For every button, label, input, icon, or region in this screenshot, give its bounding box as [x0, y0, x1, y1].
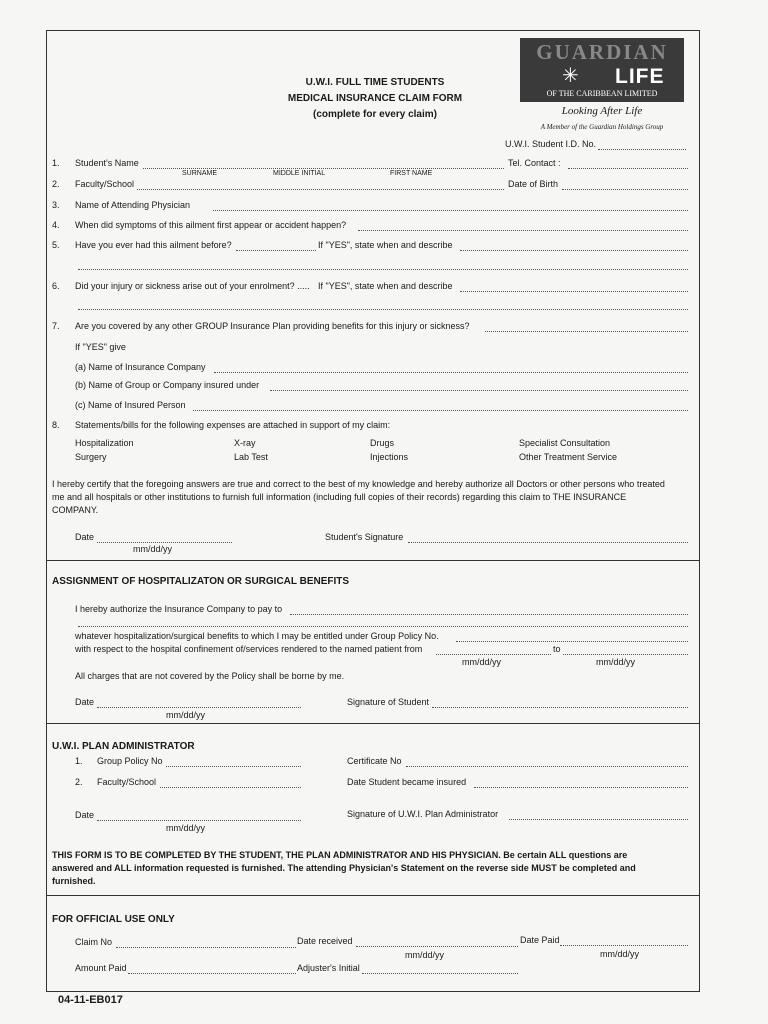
if-yes-give-label: If "YES" give: [75, 342, 126, 352]
other-insurance-field[interactable]: [485, 331, 688, 332]
item-number-4: 4.: [52, 220, 60, 230]
from-mmddyy: mm/dd/yy: [462, 657, 502, 667]
form-title-line3: (complete for every claim): [313, 109, 437, 120]
logo-star-icon: ✳: [562, 65, 579, 87]
group-policy-field[interactable]: [456, 641, 688, 642]
certificate-label: Certificate No: [347, 756, 402, 766]
adjuster-initial-label: Adjuster's Initial: [297, 963, 360, 973]
date-of-birth-field[interactable]: [562, 189, 688, 190]
expense-xray: X-ray: [234, 438, 256, 448]
section-divider-1: [46, 560, 700, 561]
expense-surgery: Surgery: [75, 452, 107, 462]
form-title-line2: MEDICAL INSURANCE CLAIM FORM: [287, 93, 463, 104]
admin-number-1: 1.: [75, 756, 83, 766]
logo-life-text: LIFE: [615, 65, 665, 88]
expense-lab-test: Lab Test: [234, 452, 268, 462]
assignment-date-field[interactable]: [97, 707, 301, 708]
faculty-school-field[interactable]: [137, 189, 504, 190]
tel-contact-field[interactable]: [568, 168, 688, 169]
assignment-pay-field-2[interactable]: [78, 626, 688, 627]
certificate-field[interactable]: [406, 766, 688, 767]
paid-mmddyy: mm/dd/yy: [600, 949, 640, 959]
certify-line1: I hereby certify that the foregoing answers are true and correct to the best of my knowledge and hereby authorize all Doctors or other persons who treated: [52, 479, 665, 489]
logo-tagline: Looking After Life: [561, 105, 643, 117]
assignment-whatever-label: whatever hospitalization/surgical benefits to which I may be entitled under Group Policy No.: [75, 631, 439, 641]
admin-signature-field[interactable]: [509, 819, 688, 820]
ailment-describe-field-2[interactable]: [78, 269, 688, 270]
expense-drugs: Drugs: [370, 438, 395, 448]
date-paid-field[interactable]: [560, 945, 688, 946]
date-received-label: Date received: [297, 936, 353, 946]
notice-line2: answered and ALL information requested is furnished. The attending Physician's Statement on the reverse side MUST be completed and: [52, 863, 636, 873]
expense-hospitalization: Hospitalization: [75, 438, 134, 448]
notice-line3: furnished.: [52, 876, 96, 886]
symptoms-field[interactable]: [358, 230, 688, 231]
tel-contact-label: Tel. Contact :: [508, 158, 561, 168]
form-code: 04-11-EB017: [58, 994, 123, 1006]
other-insurance-label: Are you covered by any other GROUP Insurance Plan providing benefits for this injury or sickness?: [75, 321, 470, 331]
student-name-label: Student's Name: [75, 158, 139, 168]
date-paid-label: Date Paid: [520, 935, 560, 945]
surname-caption: SURNAME: [182, 170, 218, 177]
middle-initial-caption: MIDDLE INITIAL: [273, 170, 326, 177]
physician-label: Name of Attending Physician: [75, 200, 191, 210]
student-signature-field[interactable]: [408, 542, 688, 543]
assignment-pay-field[interactable]: [290, 614, 688, 615]
item-number-3: 3.: [52, 200, 60, 210]
confinement-to-field[interactable]: [563, 654, 688, 655]
item-number-1: 1.: [52, 158, 60, 168]
assignment-pay-label: I hereby authorize the Insurance Company to pay to: [75, 604, 283, 614]
admin-faculty-label: Faculty/School: [97, 777, 157, 787]
item-number-7: 7.: [52, 321, 60, 331]
admin-signature-label: Signature of U.W.I. Plan Administrator: [347, 809, 499, 819]
to-mmddyy: mm/dd/yy: [596, 657, 636, 667]
expense-specialist: Specialist Consultation: [519, 438, 611, 448]
section-divider-2: [46, 723, 700, 724]
confinement-from-field[interactable]: [436, 654, 551, 655]
assignment-mmddyy: mm/dd/yy: [166, 710, 206, 720]
certify-date-label: Date: [75, 532, 95, 542]
enrolment-label: Did your injury or sickness arise out of your enrolment? .....: [75, 281, 310, 291]
assignment-to-label: to: [553, 644, 561, 654]
first-name-caption: FIRST NAME: [390, 170, 433, 177]
expense-other-treatment: Other Treatment Service: [519, 452, 618, 462]
insurance-company-field[interactable]: [214, 372, 688, 373]
certify-date-field[interactable]: [97, 542, 232, 543]
ailment-before-field[interactable]: [236, 250, 316, 251]
section-divider-3: [46, 895, 700, 896]
item-number-2: 2.: [52, 179, 60, 189]
assignment-signature-field[interactable]: [432, 707, 688, 708]
assignment-heading: ASSIGNMENT OF HOSPITALIZATON OR SURGICAL BENEFITS: [52, 576, 350, 587]
faculty-school-label: Faculty/School: [75, 179, 135, 189]
item-number-5: 5.: [52, 240, 60, 250]
admin-mmddyy: mm/dd/yy: [166, 823, 206, 833]
assignment-charges-text: All charges that are not covered by the Policy shall be borne by me.: [75, 671, 345, 681]
ailment-before-label: Have you ever had this ailment before?: [75, 240, 232, 250]
form-title-line1: U.W.I. FULL TIME STUDENTS: [305, 77, 445, 88]
form-border: [46, 30, 700, 992]
symptoms-label: When did symptoms of this ailment first appear or accident happen?: [75, 220, 347, 230]
ailment-describe-field[interactable]: [460, 250, 688, 251]
amount-paid-label: Amount Paid: [75, 963, 127, 973]
statements-label: Statements/bills for the following expenses are attached in support of my claim:: [75, 420, 391, 430]
guardian-life-logo: [520, 38, 684, 102]
insured-person-label: (c) Name of Insured Person: [75, 400, 186, 410]
student-signature-label: Student's Signature: [325, 532, 404, 542]
insured-person-field[interactable]: [193, 410, 688, 411]
claim-no-field[interactable]: [116, 947, 296, 948]
physician-field[interactable]: [213, 210, 688, 211]
logo-guardian-text: GUARDIAN: [536, 40, 668, 64]
received-mmddyy: mm/dd/yy: [405, 950, 445, 960]
certify-mmddyy: mm/dd/yy: [133, 544, 173, 554]
admin-policy-field[interactable]: [166, 766, 301, 767]
adjuster-initial-field[interactable]: [362, 973, 518, 974]
admin-number-2: 2.: [75, 777, 83, 787]
amount-paid-field[interactable]: [128, 973, 296, 974]
certify-line3: COMPANY.: [52, 505, 99, 515]
student-id-label: U.W.I. Student I.D. No.: [505, 139, 597, 149]
date-insured-label: Date Student became insured: [347, 777, 467, 787]
student-id-field[interactable]: [598, 149, 686, 150]
official-heading: FOR OFFICIAL USE ONLY: [52, 914, 175, 925]
admin-date-label: Date: [75, 810, 95, 820]
enrolment-describe-field[interactable]: [460, 291, 688, 292]
date-of-birth-label: Date of Birth: [508, 179, 559, 189]
claim-no-label: Claim No: [75, 937, 113, 947]
expense-injections: Injections: [370, 452, 409, 462]
item-number-6: 6.: [52, 281, 60, 291]
group-policy-label: Group Policy No: [97, 756, 163, 766]
assignment-signature-label: Signature of Student: [347, 697, 430, 707]
assignment-respect-label: with respect to the hospital confinement of/services rendered to the named patient from: [75, 644, 423, 654]
ailment-describe-label: If "YES", state when and describe: [318, 240, 453, 250]
assignment-date-label: Date: [75, 697, 95, 707]
admin-heading: U.W.I. PLAN ADMINISTRATOR: [52, 741, 195, 752]
date-received-field[interactable]: [356, 946, 518, 947]
admin-faculty-field[interactable]: [160, 787, 301, 788]
group-company-label: (b) Name of Group or Company insured under: [75, 380, 260, 390]
admin-date-field[interactable]: [97, 820, 301, 821]
item-number-8: 8.: [52, 420, 60, 430]
notice-line1: THIS FORM IS TO BE COMPLETED BY THE STUDENT, THE PLAN ADMINISTRATOR AND HIS PHYSICIAN. Be certain ALL questions are: [52, 850, 628, 860]
certify-line2: me and all hospitals or other institutions to furnish full information (including full copies of their records) regarding this claim to THE INSURANCE: [52, 492, 627, 502]
logo-member-text: A Member of the Guardian Holdings Group: [540, 123, 664, 131]
insurance-company-label: (a) Name of Insurance Company: [75, 362, 206, 372]
enrolment-describe-label: If "YES", state when and describe: [318, 281, 453, 291]
group-company-field[interactable]: [270, 390, 688, 391]
enrolment-describe-field-2[interactable]: [78, 309, 688, 310]
logo-company-text: OF THE CARIBBEAN LIMITED: [546, 89, 658, 98]
date-insured-field[interactable]: [474, 787, 688, 788]
